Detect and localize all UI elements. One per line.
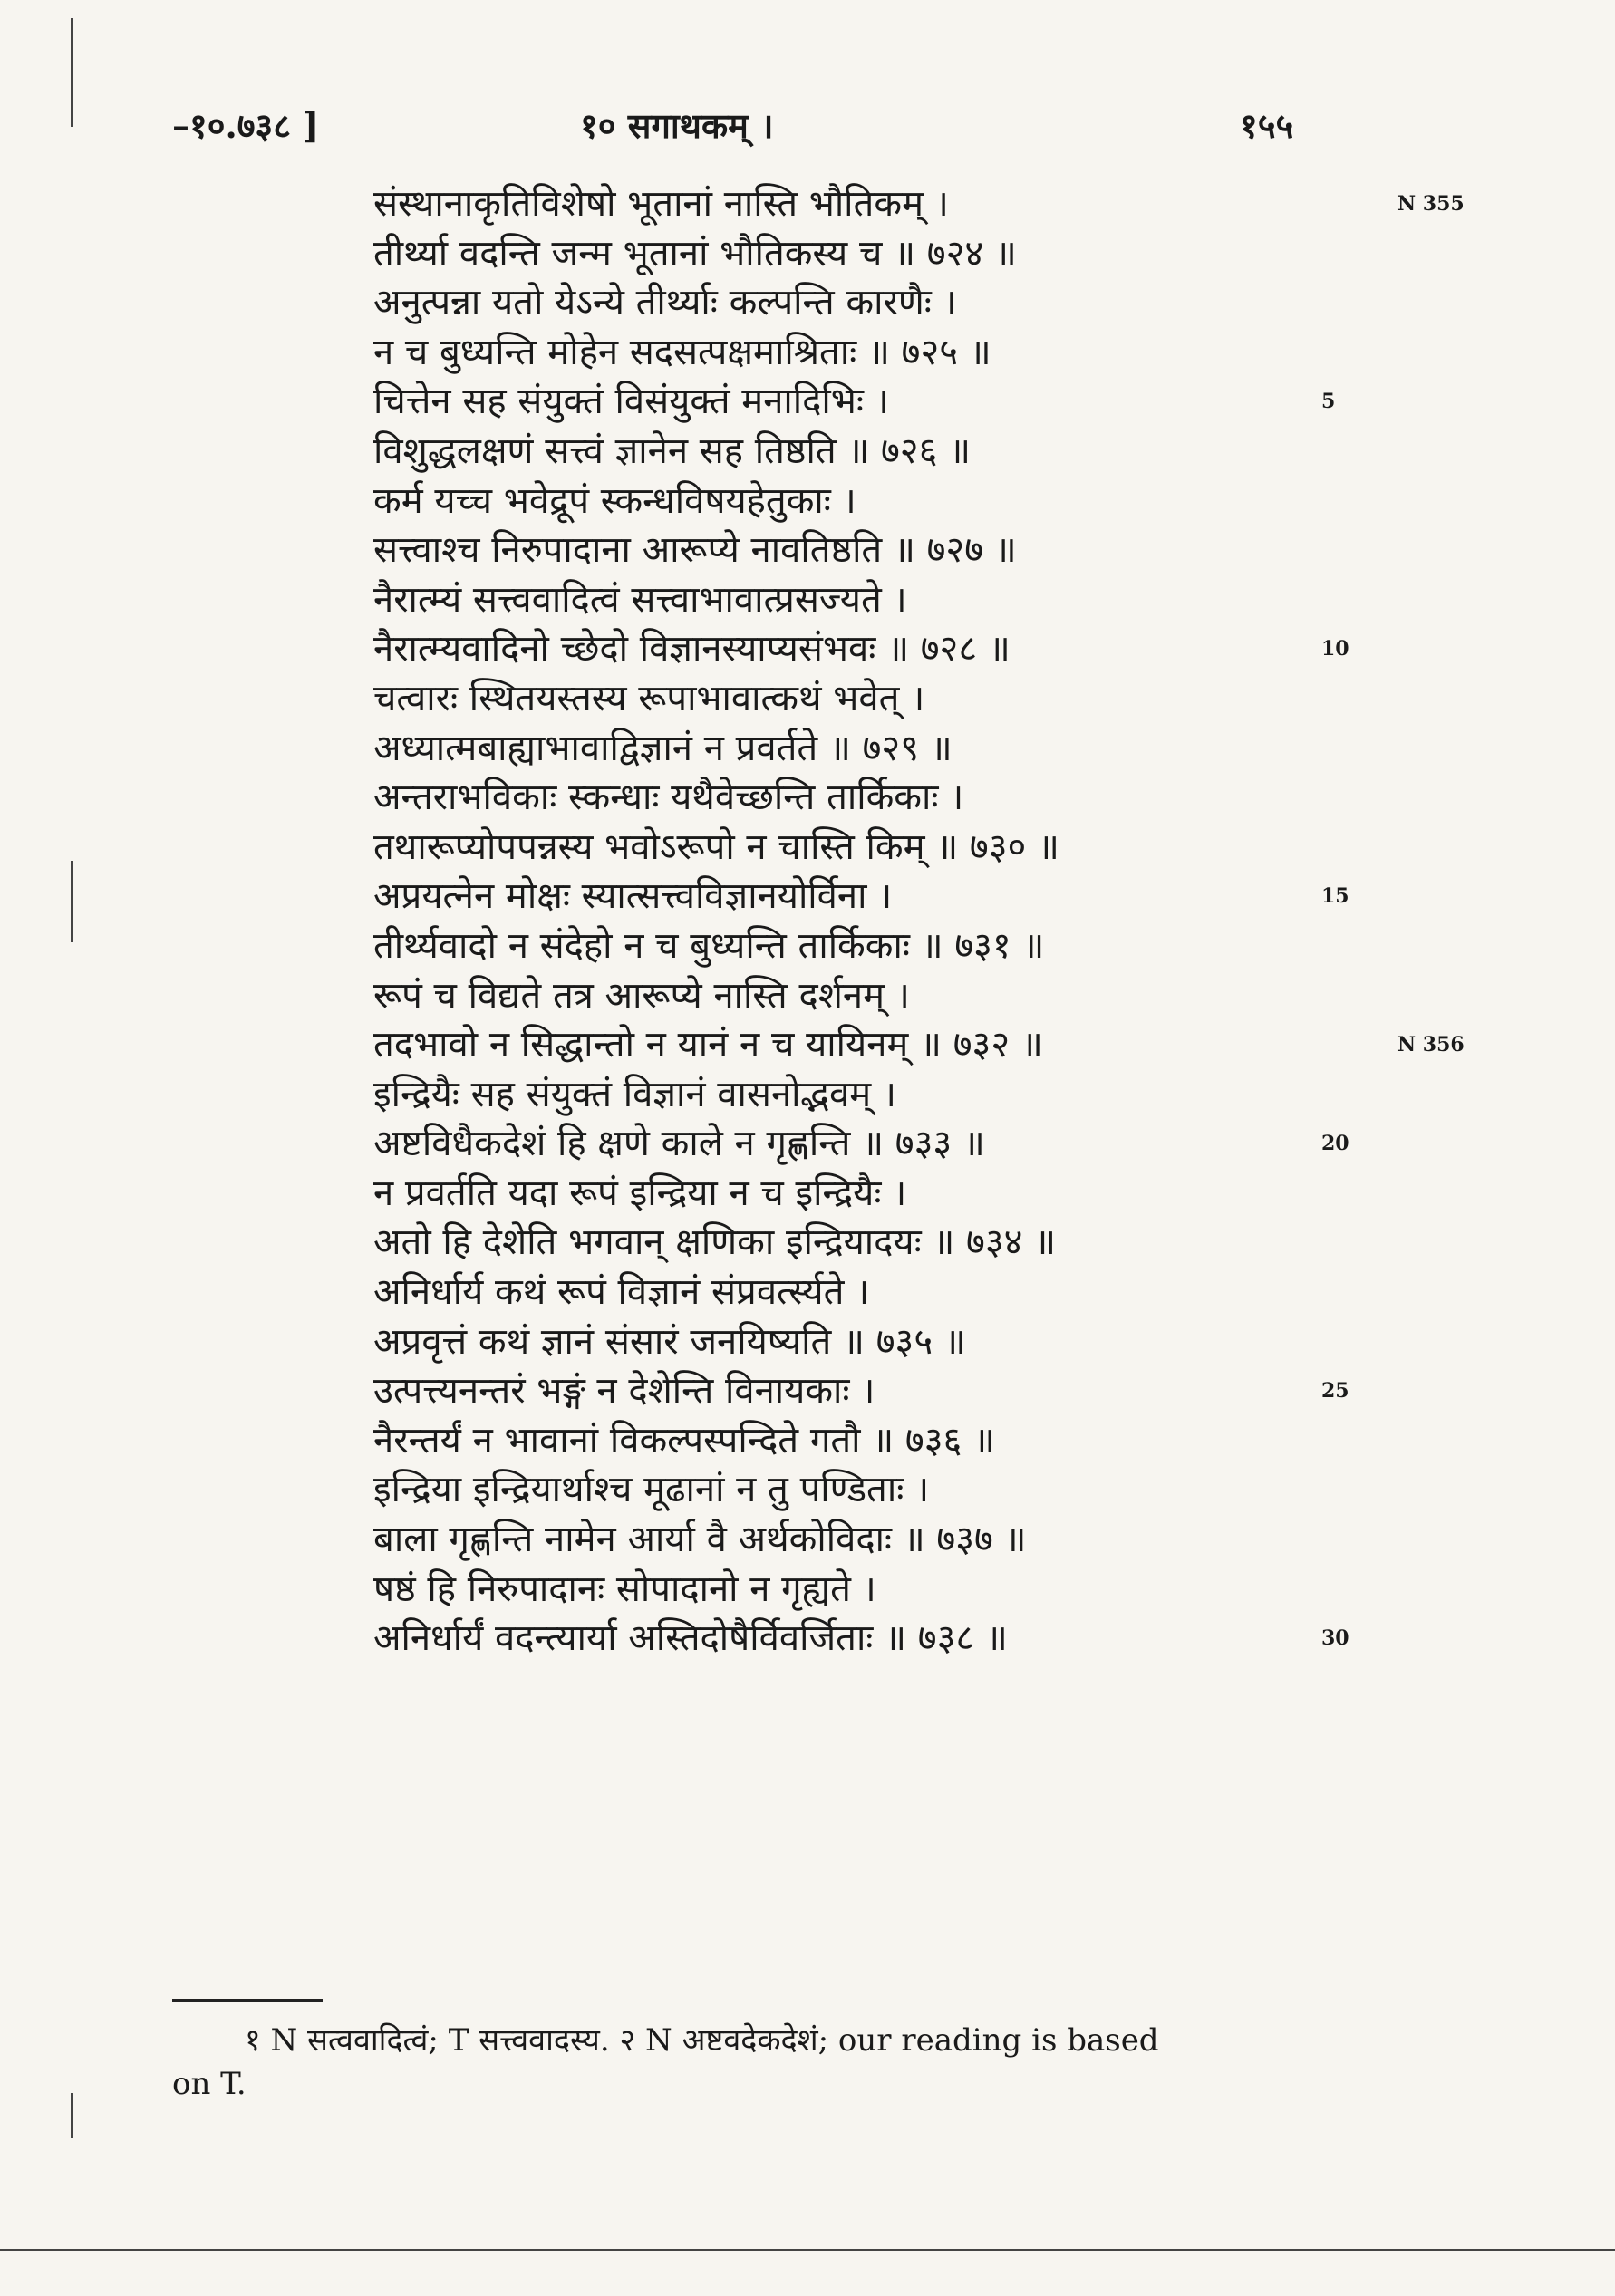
verse-line: अध्यात्मबाह्याभावाद्विज्ञानं न प्रवर्तते ॥ ७२९ ॥ bbox=[373, 727, 953, 769]
verse-line: विशुद्धलक्षणं सत्त्वं ज्ञानेन सह तिष्ठति ॥ ७२६ ॥ bbox=[373, 429, 972, 472]
header-verse-range: –१०.७३८ ] bbox=[172, 105, 320, 146]
verse-line: तदभावो न सिद्धान्तो न यानं न च यायिनम् ॥ ७३२ ॥ N 356 bbox=[373, 1020, 1497, 1070]
verse-line: तीर्थ्या वदन्ति जन्म भूतानां भौतिकस्य च ॥ ७२४ ॥ bbox=[373, 232, 1017, 275]
manuscript-ref: N 355 bbox=[1397, 192, 1465, 216]
verse-line: नैरात्म्यवादिनो च्छेदो विज्ञानस्याप्यसंभवः ॥ ७२८ ॥ 10 bbox=[373, 624, 1497, 674]
verse-line: तीर्थ्यवादो न संदेहो न च बुध्यन्ति तार्किकाः ॥ ७३१ ॥ bbox=[373, 924, 1045, 967]
verse-line: तथारूप्योपपन्नस्य भवोऽरूपो न चास्ति किम् ॥ ७३० ॥ bbox=[373, 825, 1059, 868]
scan-edge-mark bbox=[71, 2093, 73, 2138]
verse-line: कर्म यच्च भवेद्रूपं स्कन्धविषयहेतुकाः । bbox=[373, 479, 856, 522]
verse-line: न प्रवर्तति यदा रूपं इन्द्रिया न च इन्द्रियैः । bbox=[373, 1172, 907, 1214]
verse-line: न च बुध्यन्ति मोहेन सदसत्पक्षमाश्रिताः ॥ ७२५ ॥ bbox=[373, 331, 991, 373]
verse-line: अप्रयत्नेन मोक्षः स्यात्सत्त्वविज्ञानयोर्विना । 15 bbox=[373, 872, 1497, 921]
footnote: १ N सत्ववादित्वं; T सत्त्ववादस्य. २ N अष्टवदेकदेशं; our reading is based bbox=[245, 2022, 1159, 2059]
verse-line: षष्ठं हि निरुपादानः सोपादानो न गृह्यते । bbox=[373, 1568, 876, 1610]
line-number: 30 bbox=[1321, 1626, 1349, 1651]
verse-line: अनिर्धार्य कथं रूपं विज्ञानं संप्रवर्त्स्यते । bbox=[373, 1271, 870, 1314]
verse-line: सत्त्वाश्च निरुपादाना आरूप्ये नावतिष्ठति ॥ ७२७ ॥ bbox=[373, 529, 1017, 572]
verse-line: बाला गृह्णन्ति नामेन आर्या वै अर्थकोविदाः ॥ ७३७ ॥ bbox=[373, 1519, 1027, 1561]
manuscript-ref: N 356 bbox=[1397, 1033, 1465, 1057]
line-number: 15 bbox=[1321, 884, 1349, 909]
verse-line: अष्टविधैकदेशं हि क्षणे काले न गृह्णन्ति ॥ ७३३ ॥ 20 bbox=[373, 1119, 1497, 1169]
verse-line: अन्तराभविकाः स्कन्धाः यथैवेच्छन्ति तार्किकाः । bbox=[373, 777, 964, 819]
line-number: 5 bbox=[1321, 390, 1336, 414]
footnote-rule bbox=[172, 1999, 323, 2002]
verse-line: इन्द्रियैः सह संयुक्तं विज्ञानं वासनोद्भवम् । bbox=[373, 1073, 897, 1115]
header-page-number: १५५ bbox=[1240, 105, 1294, 146]
verse-text-block bbox=[373, 179, 1497, 1664]
verse-line: अनुत्पन्ना यतो येऽन्ये तीर्थ्याः कल्पन्ति कारणैः । bbox=[373, 282, 957, 324]
verse-line: चत्वारः स्थितयस्तस्य रूपाभावात्कथं भवेत् । bbox=[373, 677, 925, 719]
verse-line: संस्थानाकृतिविशेषो भूतानां नास्ति भौतिकम् । N 355 bbox=[373, 179, 1497, 229]
page-bottom-edge bbox=[0, 2249, 1615, 2251]
verse-line: अतो हि देशेति भगवान् क्षणिका इन्द्रियादयः ॥ ७३४ ॥ bbox=[373, 1221, 1057, 1264]
line-number: 25 bbox=[1321, 1379, 1349, 1404]
verse-line: नैरात्म्यं सत्त्ववादित्वं सत्त्वाभावात्प्रसज्यते । bbox=[373, 578, 907, 621]
verse-line: नैरन्तर्यं न भावानां विकल्पस्पन्दिते गतौ ॥ ७३६ ॥ bbox=[373, 1419, 995, 1462]
footnote-continuation: on T. bbox=[172, 2066, 247, 2102]
verse-line: उत्पत्त्यनन्तरं भङ्गं न देशेन्ति विनायकाः । 25 bbox=[373, 1366, 1497, 1416]
verse-line: चित्तेन सह संयुक्तं विसंयुक्तं मनादिभिः । 5 bbox=[373, 377, 1497, 427]
verse-line: अप्रवृत्तं कथं ज्ञानं संसारं जनयिष्यति ॥ ७३५ ॥ bbox=[373, 1320, 966, 1363]
verse-line: इन्द्रिया इन्द्रियार्थाश्च मूढानां न तु पण्डिताः । bbox=[373, 1469, 930, 1511]
line-number: 10 bbox=[1321, 637, 1349, 661]
scan-edge-mark bbox=[71, 861, 73, 942]
verse-line: अनिर्धार्यं वदन्त्यार्या अस्तिदोषैर्विवर्जिताः ॥ ७३८ ॥ 30 bbox=[373, 1614, 1497, 1664]
header-chapter-title: १० सगाथकम् । bbox=[580, 105, 774, 146]
page-header bbox=[0, 101, 1615, 156]
verse-line: रूपं च विद्यते तत्र आरूप्ये नास्ति दर्शनम् । bbox=[373, 974, 910, 1017]
line-number: 20 bbox=[1321, 1132, 1349, 1156]
